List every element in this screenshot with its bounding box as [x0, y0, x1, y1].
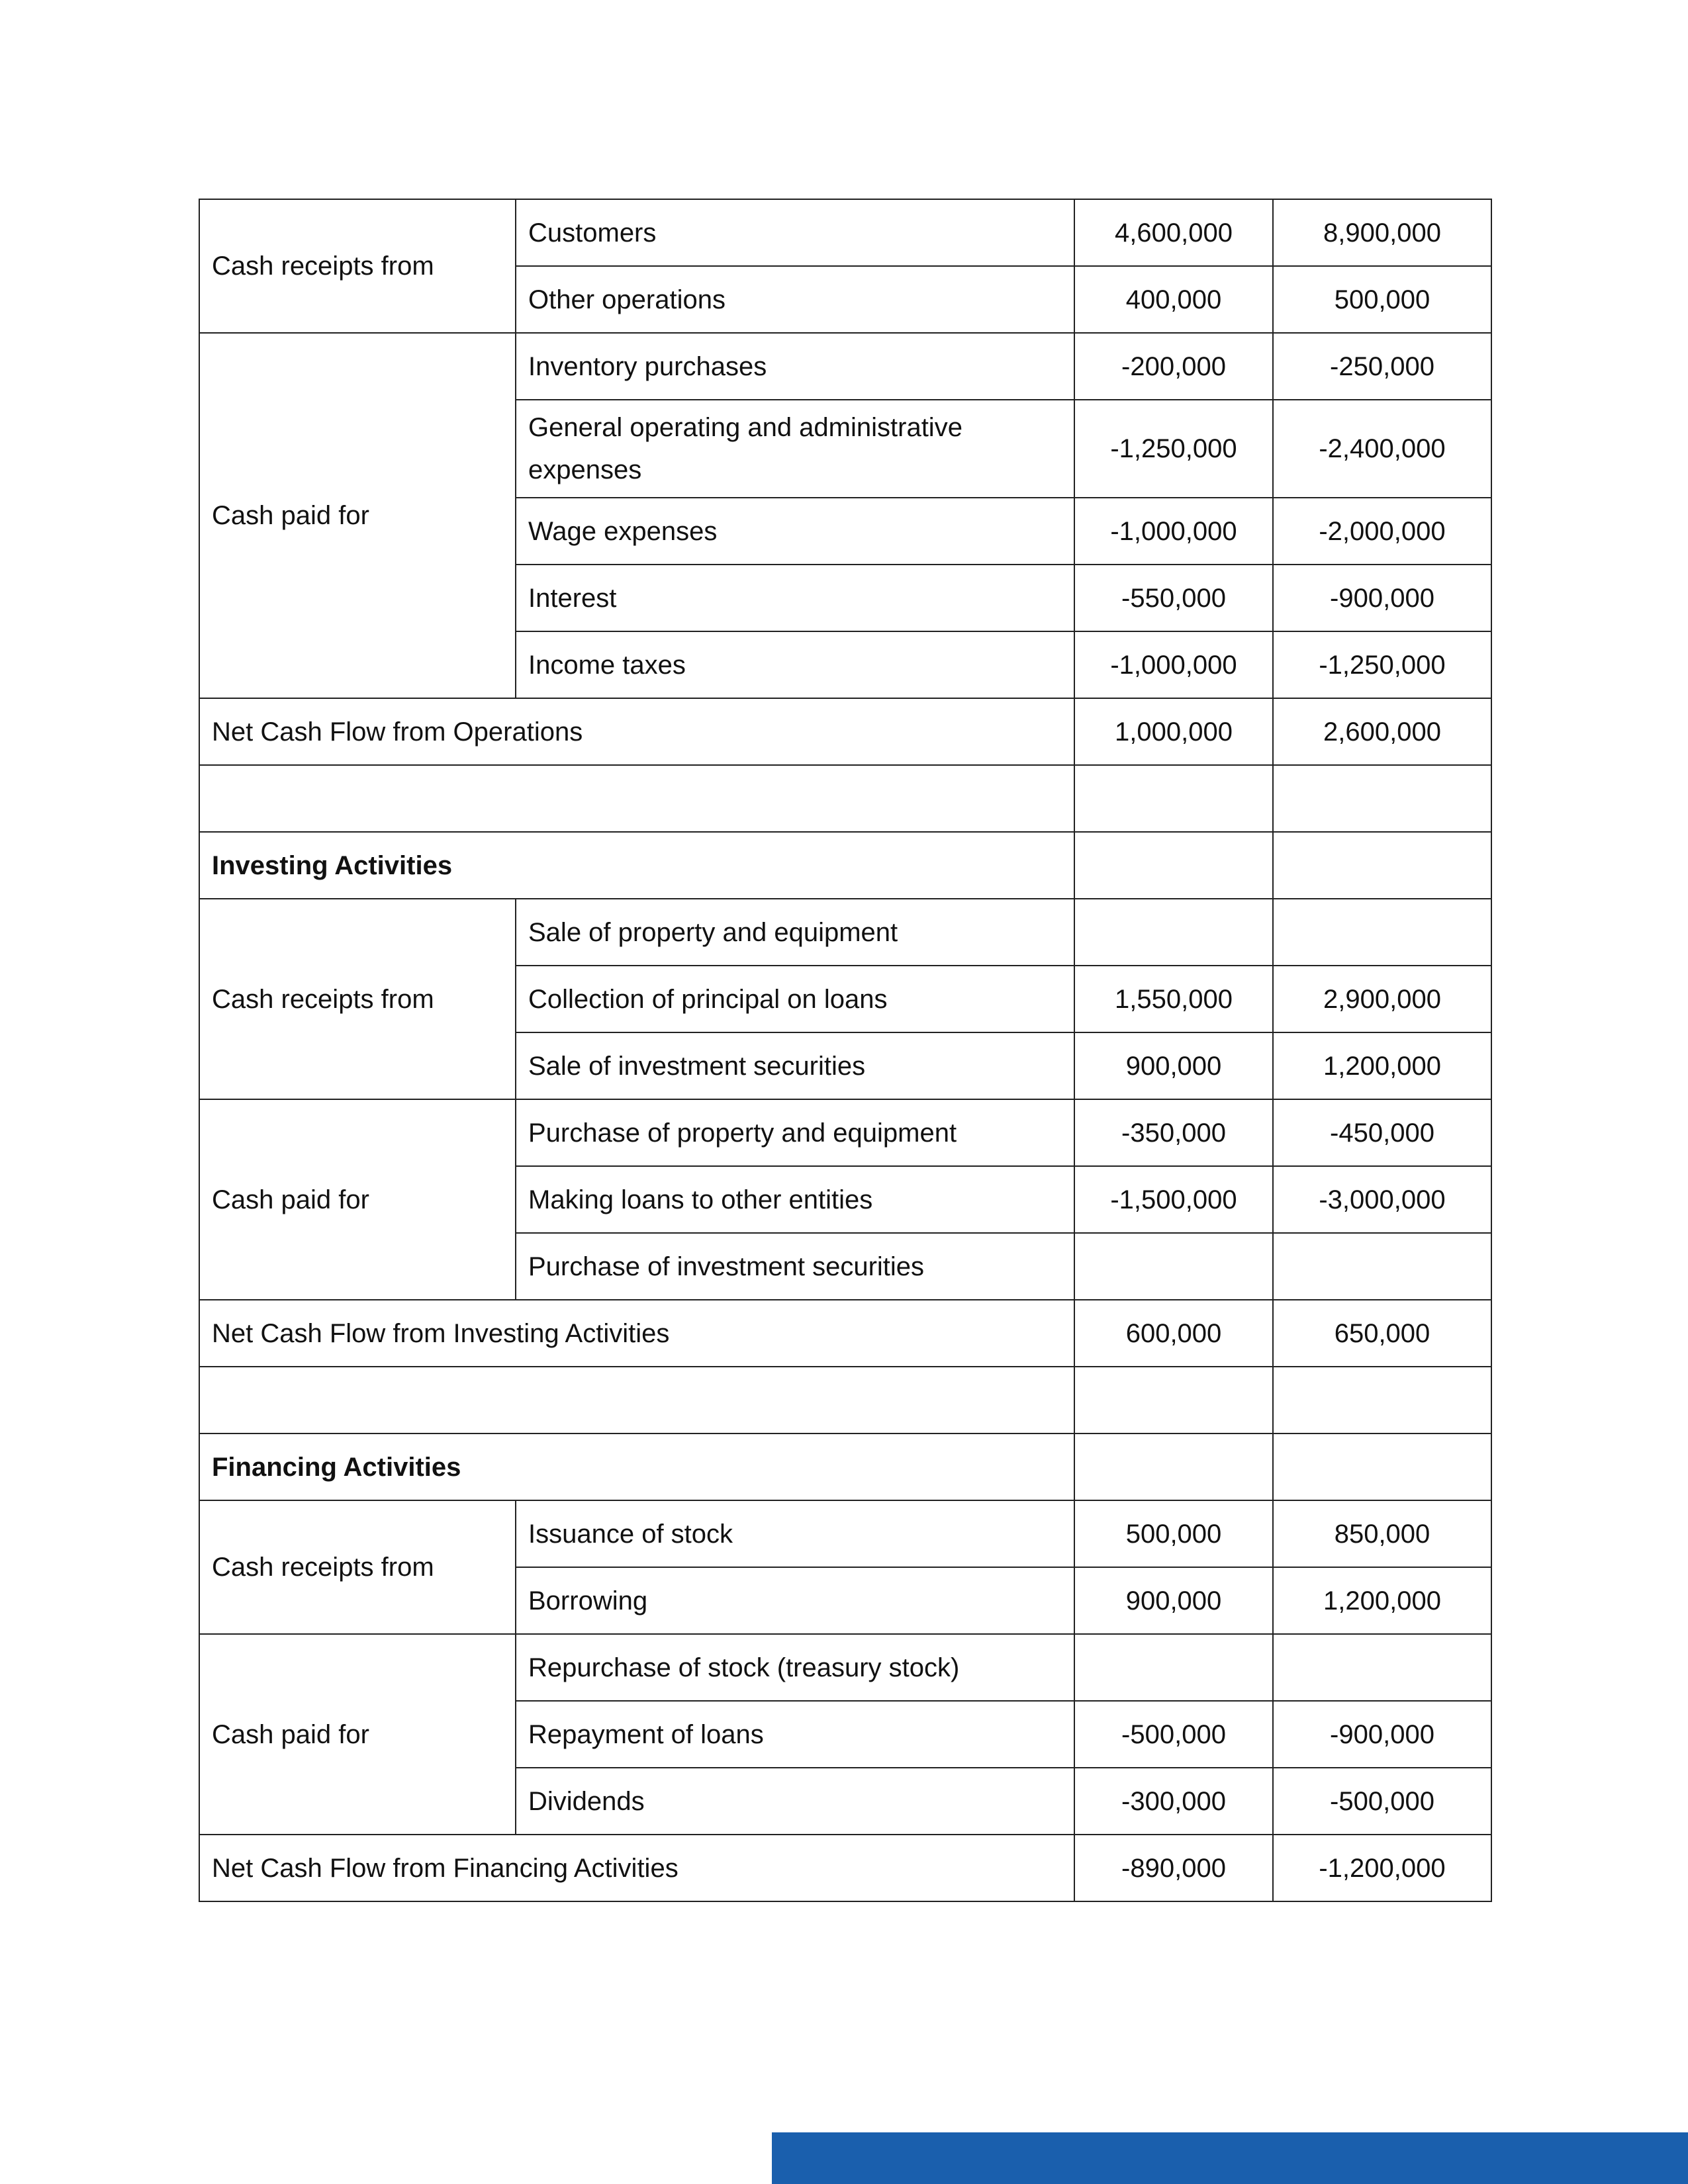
value-col-1: 1,000,000	[1074, 698, 1273, 765]
value-col-2: 1,200,000	[1273, 1567, 1491, 1634]
net-label: Net Cash Flow from Financing Activities	[199, 1835, 1074, 1901]
value-col-1: -550,000	[1074, 565, 1273, 631]
value-col-2: -2,400,000	[1273, 400, 1491, 498]
group-label: Cash receipts from	[199, 199, 516, 333]
item-label: Sale of investment securities	[516, 1032, 1074, 1099]
group-label: Cash paid for	[199, 1099, 516, 1300]
value-col-1: 900,000	[1074, 1567, 1273, 1634]
value-col-2: 2,900,000	[1273, 966, 1491, 1032]
empty-cell	[1074, 1367, 1273, 1433]
empty-cell	[1273, 765, 1491, 832]
footer-accent-bar	[772, 2132, 1688, 2184]
item-label: Wage expenses	[516, 498, 1074, 565]
value-col-1: 600,000	[1074, 1300, 1273, 1367]
empty-row	[199, 765, 1491, 832]
empty-row	[199, 1367, 1491, 1433]
value-col-2: -2,000,000	[1273, 498, 1491, 565]
value-col-1: 1,550,000	[1074, 966, 1273, 1032]
value-col-1	[1074, 1233, 1273, 1300]
value-col-2: -250,000	[1273, 333, 1491, 400]
value-col-2: -450,000	[1273, 1099, 1491, 1166]
value-col-1: -500,000	[1074, 1701, 1273, 1768]
table-row	[199, 333, 1491, 400]
item-label: Purchase of property and equipment	[516, 1099, 1074, 1166]
section-heading: Investing Activities	[199, 832, 1074, 899]
item-label: General operating and administrative expenses	[516, 400, 1074, 498]
group-label: Cash paid for	[199, 333, 516, 698]
value-col-2: 1,200,000	[1273, 1032, 1491, 1099]
value-col-2	[1273, 899, 1491, 966]
value-col-1: -890,000	[1074, 1835, 1273, 1901]
net-row-operations	[199, 698, 1491, 765]
item-label: Customers	[516, 199, 1074, 266]
empty-cell	[1273, 1367, 1491, 1433]
item-label: Repayment of loans	[516, 1701, 1074, 1768]
net-row-financing	[199, 1835, 1491, 1901]
value-col-1: -1,000,000	[1074, 631, 1273, 698]
value-col-2: -1,250,000	[1273, 631, 1491, 698]
value-col-1	[1074, 1634, 1273, 1701]
empty-cell	[1074, 765, 1273, 832]
value-col-1: -350,000	[1074, 1099, 1273, 1166]
net-label: Net Cash Flow from Operations	[199, 698, 1074, 765]
section-heading-row	[199, 832, 1491, 899]
value-col-1: 900,000	[1074, 1032, 1273, 1099]
value-col-2: -1,200,000	[1273, 1835, 1491, 1901]
value-col-1: -1,000,000	[1074, 498, 1273, 565]
value-col-2	[1273, 1233, 1491, 1300]
value-col-2: 2,600,000	[1273, 698, 1491, 765]
value-col-2: -900,000	[1273, 565, 1491, 631]
item-label: Dividends	[516, 1768, 1074, 1835]
value-col-1: -200,000	[1074, 333, 1273, 400]
value-col-1: 4,600,000	[1074, 199, 1273, 266]
group-label: Cash receipts from	[199, 899, 516, 1099]
value-col-1: 400,000	[1074, 266, 1273, 333]
value-col-1: -1,250,000	[1074, 400, 1273, 498]
item-label: Inventory purchases	[516, 333, 1074, 400]
value-col-2: -900,000	[1273, 1701, 1491, 1768]
net-row-investing	[199, 1300, 1491, 1367]
empty-cell	[199, 765, 1074, 832]
value-col-1: -300,000	[1074, 1768, 1273, 1835]
item-label: Making loans to other entities	[516, 1166, 1074, 1233]
value-col-2: 650,000	[1273, 1300, 1491, 1367]
empty-cell	[1074, 832, 1273, 899]
value-col-2: -500,000	[1273, 1768, 1491, 1835]
item-label: Borrowing	[516, 1567, 1074, 1634]
value-col-2: -3,000,000	[1273, 1166, 1491, 1233]
value-col-1: -1,500,000	[1074, 1166, 1273, 1233]
section-heading-row	[199, 1433, 1491, 1500]
item-label: Issuance of stock	[516, 1500, 1074, 1567]
empty-cell	[1074, 1433, 1273, 1500]
net-label: Net Cash Flow from Investing Activities	[199, 1300, 1074, 1367]
value-col-1: 500,000	[1074, 1500, 1273, 1567]
value-col-2: 500,000	[1273, 266, 1491, 333]
item-label: Sale of property and equipment	[516, 899, 1074, 966]
value-col-1	[1074, 899, 1273, 966]
value-col-2: 8,900,000	[1273, 199, 1491, 266]
empty-cell	[199, 1367, 1074, 1433]
empty-cell	[1273, 832, 1491, 899]
group-label: Cash receipts from	[199, 1500, 516, 1634]
table-row	[199, 1634, 1491, 1701]
item-label: Other operations	[516, 266, 1074, 333]
item-label: Collection of principal on loans	[516, 966, 1074, 1032]
value-col-2	[1273, 1634, 1491, 1701]
group-label: Cash paid for	[199, 1634, 516, 1835]
item-label: Income taxes	[516, 631, 1074, 698]
item-label: Purchase of investment securities	[516, 1233, 1074, 1300]
value-col-2: 850,000	[1273, 1500, 1491, 1567]
table-row	[199, 1500, 1491, 1567]
table-row	[199, 199, 1491, 266]
cash-flow-table	[199, 199, 1492, 1902]
item-label: Interest	[516, 565, 1074, 631]
section-heading: Financing Activities	[199, 1433, 1074, 1500]
empty-cell	[1273, 1433, 1491, 1500]
table-row	[199, 1099, 1491, 1166]
item-label: Repurchase of stock (treasury stock)	[516, 1634, 1074, 1701]
table-row	[199, 899, 1491, 966]
